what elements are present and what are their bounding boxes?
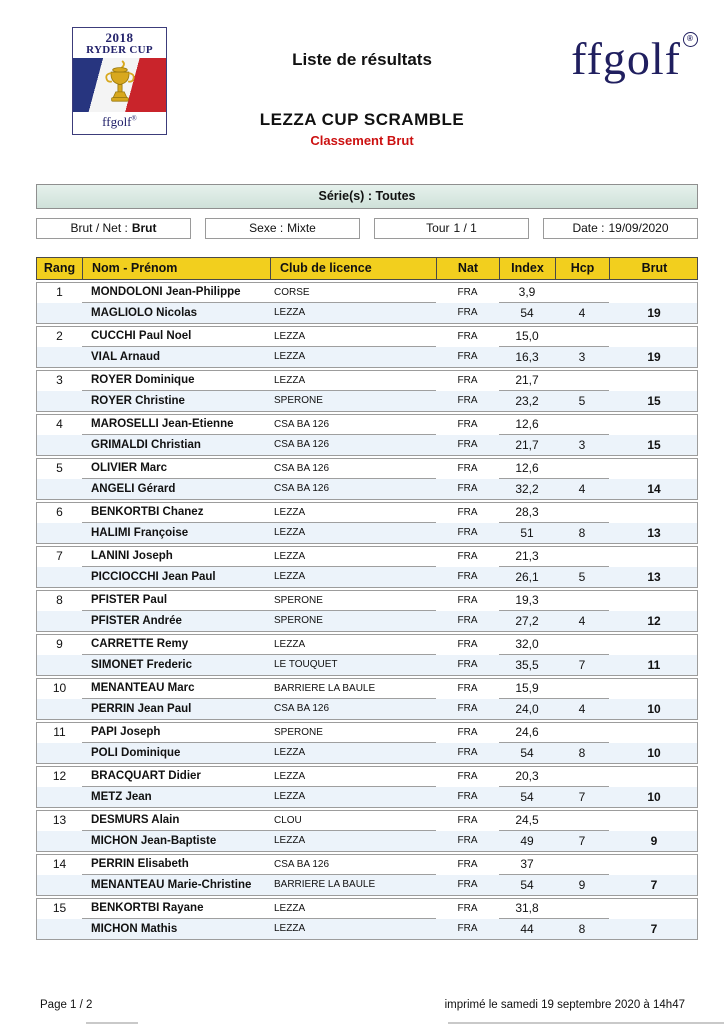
filter-value: 1 / 1 [453, 221, 477, 235]
competition-name: LEZZA CUP SCRAMBLE [259, 110, 465, 129]
player-club: SPERONE [274, 615, 323, 626]
player-name: ANGELI Gérard [91, 483, 176, 495]
rank-cell [37, 831, 82, 851]
player-hcp [555, 767, 609, 787]
rank-cell [37, 655, 82, 675]
badge-year: 2018 [105, 30, 134, 45]
team-row-group [36, 722, 698, 764]
player-nationality: FRA [457, 307, 478, 318]
results-table [36, 257, 698, 940]
badge-trademark-icon: ® [131, 114, 137, 123]
rank-cell [37, 567, 82, 587]
rank-cell: 12 [52, 769, 67, 783]
player-hcp: 8 [578, 746, 586, 760]
player-brut [609, 371, 699, 391]
team-row-group [36, 898, 698, 940]
player-index: 44 [520, 922, 534, 936]
player-index: 27,2 [515, 614, 539, 628]
player-nationality: FRA [457, 771, 478, 782]
player-brut: 15 [647, 394, 661, 408]
team-row-group [36, 678, 698, 720]
player-club: LEZZA [274, 791, 306, 802]
page-number: Page 1 / 2 [40, 999, 93, 1011]
player-brut: 14 [647, 482, 661, 496]
player-hcp [555, 547, 609, 567]
player-club: CLOU [270, 811, 436, 831]
player-brut: 13 [647, 570, 661, 584]
player-index: 21,7 [515, 438, 539, 452]
table-row [37, 679, 697, 699]
player-club: SPERONE [270, 723, 436, 743]
filter-brut-net [36, 218, 191, 239]
player-nationality: FRA [457, 551, 478, 562]
player-club: LEZZA [270, 899, 436, 919]
player-hcp [555, 723, 609, 743]
player-nationality: FRA [457, 815, 478, 826]
rank-cell [37, 875, 82, 895]
rank-cell [37, 743, 82, 763]
player-brut [609, 503, 699, 523]
table-row [37, 591, 697, 611]
player-name: PFISTER Paul [82, 591, 270, 611]
table-row [37, 611, 697, 631]
player-brut: 7 [650, 922, 658, 936]
player-club: LEZZA [270, 635, 436, 655]
player-nationality: FRA [457, 903, 478, 914]
player-club: LEZZA [270, 327, 436, 347]
player-club: LE TOUQUET [274, 659, 338, 670]
print-timestamp: imprimé le samedi 19 septembre 2020 à 14h47 [444, 999, 685, 1011]
player-index: 24,5 [499, 811, 555, 831]
player-brut: 15 [647, 438, 661, 452]
player-name: PFISTER Andrée [91, 615, 182, 627]
player-name: VIAL Arnaud [91, 351, 161, 363]
player-name: BRACQUART Didier [82, 767, 270, 787]
filter-value: 19/09/2020 [608, 221, 669, 235]
team-row-group [36, 326, 698, 368]
table-row [37, 699, 697, 719]
column-header-club: Club de licence [270, 258, 436, 279]
player-club: LEZZA [270, 503, 436, 523]
player-club: CSA BA 126 [270, 415, 436, 435]
player-index: 12,6 [499, 459, 555, 479]
series-filter-bar: Série(s) : Toutes [36, 184, 698, 209]
player-club: CSA BA 126 [274, 703, 330, 714]
player-nationality: FRA [457, 683, 478, 694]
player-club: CSA BA 126 [274, 439, 330, 450]
player-name: LANINI Joseph [82, 547, 270, 567]
player-name: MAROSELLI Jean-Etienne [82, 415, 270, 435]
player-club: CORSE [270, 283, 436, 303]
table-header-row [36, 257, 698, 280]
player-brut [609, 459, 699, 479]
team-row-group [36, 766, 698, 808]
player-name: OLIVIER Marc [82, 459, 270, 479]
player-name: PERRIN Elisabeth [82, 855, 270, 875]
player-hcp: 5 [578, 394, 586, 408]
player-nationality: FRA [457, 527, 478, 538]
player-index: 28,3 [499, 503, 555, 523]
player-name: CUCCHI Paul Noel [82, 327, 270, 347]
table-row [37, 635, 697, 655]
column-header-hcp: Hcp [555, 258, 609, 279]
player-index: 51 [520, 526, 534, 540]
player-hcp [555, 415, 609, 435]
player-name: PICCIOCCHI Jean Paul [91, 571, 216, 583]
rank-cell: 6 [56, 505, 63, 519]
rank-cell: 15 [52, 901, 67, 915]
player-name: METZ Jean [91, 791, 152, 803]
rank-cell [37, 303, 82, 323]
player-nationality: FRA [457, 419, 478, 430]
player-name: MICHON Jean-Baptiste [91, 835, 217, 847]
rank-cell [37, 523, 82, 543]
player-brut: 10 [647, 746, 661, 760]
player-index: 15,0 [499, 327, 555, 347]
player-club: SPERONE [270, 591, 436, 611]
player-club: LEZZA [270, 371, 436, 391]
player-name: MONDOLONI Jean-Philippe [82, 283, 270, 303]
player-name: PAPI Joseph [82, 723, 270, 743]
filter-label: Brut / Net : [70, 221, 128, 235]
player-nationality: FRA [457, 859, 478, 870]
player-index: 54 [520, 878, 534, 892]
table-row [37, 459, 697, 479]
player-nationality: FRA [457, 727, 478, 738]
player-hcp: 9 [578, 878, 586, 892]
table-row [37, 547, 697, 567]
player-hcp: 4 [578, 482, 586, 496]
player-brut: 7 [650, 878, 658, 892]
player-index: 54 [520, 746, 534, 760]
player-hcp: 5 [578, 570, 586, 584]
filter-date [543, 218, 698, 239]
table-row [37, 347, 697, 367]
player-nationality: FRA [457, 375, 478, 386]
rank-cell: 8 [56, 593, 63, 607]
team-row-group [36, 414, 698, 456]
column-header-rang: Rang [43, 261, 76, 275]
player-name: MENANTEAU Marc [82, 679, 270, 699]
player-hcp: 8 [578, 526, 586, 540]
player-hcp: 4 [578, 306, 586, 320]
player-index: 37 [499, 855, 555, 875]
player-name: BENKORTBI Chanez [82, 503, 270, 523]
table-row [37, 303, 697, 323]
player-index: 15,9 [499, 679, 555, 699]
player-brut [609, 591, 699, 611]
player-hcp [555, 371, 609, 391]
column-header-nom-prenom: Nom - Prénom [82, 258, 270, 279]
table-body [36, 282, 698, 940]
trophy-icon [102, 60, 138, 111]
player-index: 35,5 [515, 658, 539, 672]
player-hcp: 4 [578, 702, 586, 716]
player-index: 54 [520, 790, 534, 804]
table-row [37, 855, 697, 875]
table-row [37, 415, 697, 435]
filter-sexe [205, 218, 360, 239]
player-name: SIMONET Frederic [91, 659, 192, 671]
player-index: 32,0 [499, 635, 555, 655]
table-row [37, 767, 697, 787]
table-row [37, 899, 697, 919]
player-index: 26,1 [515, 570, 539, 584]
player-brut: 12 [647, 614, 661, 628]
player-nationality: FRA [457, 595, 478, 606]
table-row [37, 743, 697, 763]
table-row [37, 655, 697, 675]
table-row [37, 371, 697, 391]
player-hcp: 8 [578, 922, 586, 936]
player-brut: 19 [647, 306, 661, 320]
content-area [36, 184, 698, 940]
player-index: 16,3 [515, 350, 539, 364]
player-club: LEZZA [274, 835, 306, 846]
player-hcp [555, 679, 609, 699]
rank-cell: 4 [56, 417, 63, 431]
player-nationality: FRA [457, 923, 478, 934]
player-index: 32,2 [515, 482, 539, 496]
player-brut: 9 [650, 834, 658, 848]
player-nationality: FRA [457, 659, 478, 670]
player-name: BENKORTBI Rayane [82, 899, 270, 919]
rank-cell [37, 435, 82, 455]
table-row [37, 479, 697, 499]
player-brut [609, 811, 699, 831]
ffgolf-logo: ffgolf ® [571, 36, 698, 82]
rank-cell: 3 [56, 373, 63, 387]
player-index: 20,3 [499, 767, 555, 787]
rank-cell [37, 391, 82, 411]
player-brut [609, 547, 699, 567]
rank-cell: 14 [52, 857, 67, 871]
table-row [37, 567, 697, 587]
player-name: MENANTEAU Marie-Christine [91, 879, 252, 891]
badge-title [73, 28, 166, 58]
player-club: LEZZA [274, 527, 306, 538]
player-index: 12,6 [499, 415, 555, 435]
player-hcp [555, 635, 609, 655]
filter-value: Mixte [287, 221, 316, 235]
player-club: LEZZA [270, 767, 436, 787]
player-brut [609, 899, 699, 919]
rank-cell [37, 787, 82, 807]
player-hcp [555, 459, 609, 479]
page-footer [0, 999, 724, 1011]
table-row [37, 435, 697, 455]
rank-cell: 2 [56, 329, 63, 343]
player-brut [609, 327, 699, 347]
player-hcp: 4 [578, 614, 586, 628]
player-hcp: 7 [578, 834, 586, 848]
team-row-group [36, 502, 698, 544]
player-club: CSA BA 126 [274, 483, 330, 494]
player-nationality: FRA [457, 747, 478, 758]
table-row [37, 787, 697, 807]
player-nationality: FRA [457, 507, 478, 518]
player-index: 21,3 [499, 547, 555, 567]
badge-event-name: RYDER CUP [86, 43, 153, 56]
column-header-nat: Nat [436, 258, 499, 279]
rank-cell: 7 [56, 549, 63, 563]
player-hcp [555, 283, 609, 303]
table-row [37, 391, 697, 411]
team-row-group [36, 370, 698, 412]
table-row [37, 503, 697, 523]
player-club: CSA BA 126 [270, 855, 436, 875]
player-index: 23,2 [515, 394, 539, 408]
badge-brand: ffgolf® [102, 114, 137, 129]
filter-label: Date : [572, 221, 605, 235]
player-nationality: FRA [457, 791, 478, 802]
rank-cell: 1 [56, 285, 63, 299]
player-name: GRIMALDI Christian [91, 439, 201, 451]
player-hcp [555, 503, 609, 523]
player-name: DESMURS Alain [82, 811, 270, 831]
table-row [37, 875, 697, 895]
player-hcp [555, 855, 609, 875]
team-row-group [36, 458, 698, 500]
player-name: PERRIN Jean Paul [91, 703, 192, 715]
player-nationality: FRA [457, 351, 478, 362]
player-hcp: 3 [578, 350, 586, 364]
rank-cell: 13 [52, 813, 67, 827]
player-club: BARRIERE LA BAULE [274, 879, 376, 890]
table-row [37, 723, 697, 743]
player-nationality: FRA [457, 395, 478, 406]
player-name: MAGLIOLO Nicolas [91, 307, 198, 319]
document-title: Liste de résultats [292, 50, 432, 69]
table-row [37, 811, 697, 831]
player-hcp: 7 [578, 658, 586, 672]
player-club: LEZZA [274, 351, 306, 362]
player-brut: 10 [647, 702, 661, 716]
player-nationality: FRA [457, 483, 478, 494]
player-hcp [555, 327, 609, 347]
team-row-group [36, 854, 698, 896]
player-club: LEZZA [270, 547, 436, 567]
player-brut [609, 635, 699, 655]
column-header-index: Index [499, 258, 555, 279]
table-row [37, 831, 697, 851]
player-name: HALIMI Françoise [91, 527, 189, 539]
rank-cell [37, 699, 82, 719]
page-header [0, 0, 724, 172]
table-row [37, 919, 697, 939]
rank-cell: 5 [56, 461, 63, 475]
player-club: LEZZA [274, 747, 306, 758]
rank-cell [37, 611, 82, 631]
rank-cell [37, 479, 82, 499]
team-row-group [36, 590, 698, 632]
filter-tour [374, 218, 529, 239]
player-hcp [555, 899, 609, 919]
rank-cell: 10 [52, 681, 67, 695]
table-row [37, 283, 697, 303]
player-nationality: FRA [457, 879, 478, 890]
player-club: CSA BA 126 [270, 459, 436, 479]
player-hcp: 3 [578, 438, 586, 452]
player-club: LEZZA [274, 307, 306, 318]
player-nationality: FRA [457, 703, 478, 714]
player-brut: 10 [647, 790, 661, 804]
player-index: 3,9 [499, 283, 555, 303]
player-nationality: FRA [457, 331, 478, 342]
player-name: POLI Dominique [91, 747, 181, 759]
player-nationality: FRA [457, 463, 478, 474]
player-club: BARRIERE LA BAULE [270, 679, 436, 699]
player-nationality: FRA [457, 287, 478, 298]
player-brut [609, 415, 699, 435]
player-nationality: FRA [457, 439, 478, 450]
rank-cell [37, 347, 82, 367]
team-row-group [36, 810, 698, 852]
filter-row [36, 218, 698, 239]
player-name: ROYER Christine [91, 395, 185, 407]
team-row-group [36, 634, 698, 676]
rank-cell: 11 [53, 725, 66, 739]
player-name: CARRETTE Remy [82, 635, 270, 655]
team-row-group [36, 282, 698, 324]
table-row [37, 327, 697, 347]
player-index: 24,6 [499, 723, 555, 743]
player-index: 49 [520, 834, 534, 848]
ryder-cup-badge [72, 27, 167, 135]
player-name: MICHON Mathis [91, 923, 178, 935]
table-row [37, 523, 697, 543]
filter-value: Brut [131, 221, 157, 235]
rank-cell: 9 [56, 637, 63, 651]
player-brut: 13 [647, 526, 661, 540]
player-club: SPERONE [274, 395, 323, 406]
player-brut: 11 [647, 658, 661, 672]
player-index: 31,8 [499, 899, 555, 919]
filter-label: Sexe : [249, 221, 284, 235]
player-index: 54 [520, 306, 534, 320]
classification-subtitle: Classement Brut [310, 133, 414, 148]
player-nationality: FRA [457, 615, 478, 626]
column-header-brut: Brut [609, 258, 699, 279]
player-hcp [555, 811, 609, 831]
french-flag-panel [73, 58, 166, 112]
player-brut [609, 767, 699, 787]
ffgolf-trademark-icon: ® [683, 32, 698, 47]
player-brut [609, 855, 699, 875]
player-nationality: FRA [457, 571, 478, 582]
player-nationality: FRA [457, 639, 478, 650]
player-index: 24,0 [515, 702, 539, 716]
player-brut [609, 679, 699, 699]
player-hcp: 7 [578, 790, 586, 804]
player-club: LEZZA [274, 923, 306, 934]
player-hcp [555, 591, 609, 611]
player-brut: 19 [647, 350, 661, 364]
player-name: ROYER Dominique [82, 371, 270, 391]
player-club: LEZZA [274, 571, 306, 582]
player-index: 19,3 [499, 591, 555, 611]
team-row-group [36, 546, 698, 588]
player-index: 21,7 [499, 371, 555, 391]
filter-label: Tour [426, 221, 450, 235]
player-nationality: FRA [457, 835, 478, 846]
player-brut [609, 283, 699, 303]
rank-cell [37, 919, 82, 939]
player-brut [609, 723, 699, 743]
